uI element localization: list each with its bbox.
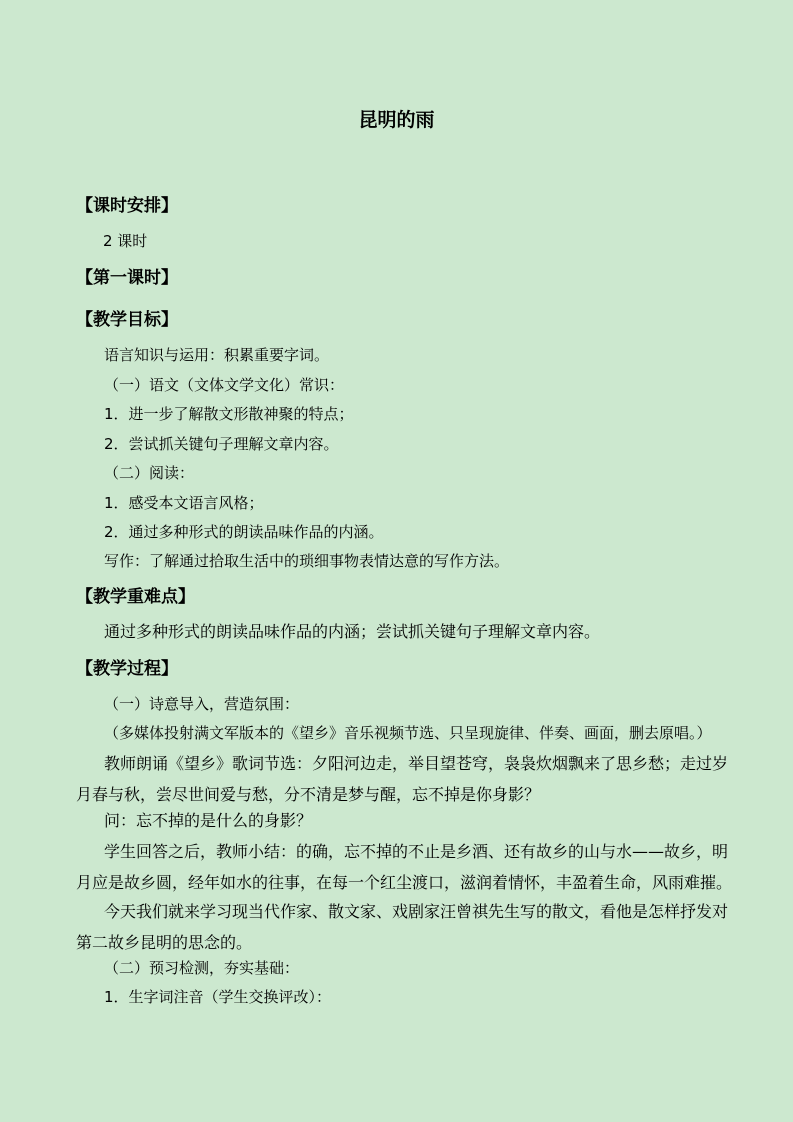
process-note: （多媒体投射满文军版本的《望乡》音乐视频节选、只呈现旋律、伴奏、画面，删去原唱。） <box>104 724 712 742</box>
process-question: 问：忘不掉的是什么的身影？ <box>104 811 313 830</box>
process-step: （一）诗意导入，营造氛围： <box>104 695 300 713</box>
goal-item: 2．尝试抓关键句子理解文章内容。 <box>104 435 339 453</box>
paragraph-line: 教师朗诵《望乡》歌词节选：夕阳河边走，举目望苍穹，袅袅炊烟飘来了思乡愁；走过岁 <box>104 754 729 773</box>
document-title: 昆明的雨 <box>358 109 435 131</box>
process-step-item: 1．生字词注音（学生交换评改）： <box>104 988 332 1006</box>
goal-item: （二）阅读： <box>104 464 195 482</box>
paragraph-line: 学生回答之后，教师小结：的确，忘不掉的不止是乡酒、还有故乡的山与水——故乡，明 <box>104 842 729 861</box>
paragraph-line: 第二故乡昆明的思念的。 <box>76 933 253 952</box>
goals-heading: 【教学目标】 <box>76 310 178 330</box>
schedule-heading: 【课时安排】 <box>76 196 178 216</box>
key-points-text: 通过多种形式的朗读品味作品的内涵；尝试抓关键句子理解文章内容。 <box>104 622 601 641</box>
paragraph-line: 月春与秋，尝尽世间爱与愁，分不清是梦与醒，忘不掉是你身影？ <box>76 785 541 804</box>
key-points-heading: 【教学重难点】 <box>76 587 195 607</box>
goal-item: 语言知识与运用：积累重要字词。 <box>104 346 330 364</box>
first-lesson-heading: 【第一课时】 <box>76 268 178 288</box>
process-paragraph <box>76 896 729 958</box>
process-step: （二）预习检测，夯实基础： <box>104 959 300 977</box>
goal-item: （一）语文（文体文学文化）常识： <box>104 376 345 394</box>
process-heading: 【教学过程】 <box>76 659 178 679</box>
goal-item: 2．通过多种形式的朗读品味作品的内涵。 <box>104 523 384 541</box>
paragraph-line: 月应是故乡圆，经年如水的往事，在每一个红尘渡口，滋润着情怀，丰盈着生命，风雨难摧。 <box>76 873 733 892</box>
process-paragraph <box>76 836 733 898</box>
schedule-text: 2 课时 <box>103 232 148 250</box>
goal-item: 1．进一步了解散文形散神聚的特点； <box>104 405 354 423</box>
paragraph-line: 今天我们就来学习现当代作家、散文家、戏剧家汪曾祺先生写的散文，看他是怎样抒发对 <box>104 902 729 921</box>
process-paragraph <box>76 748 729 810</box>
goal-item: 写作：了解通过拾取生活中的琐细事物表情达意的写作方法。 <box>104 552 510 570</box>
goal-item: 1．感受本文语言风格； <box>104 494 264 512</box>
